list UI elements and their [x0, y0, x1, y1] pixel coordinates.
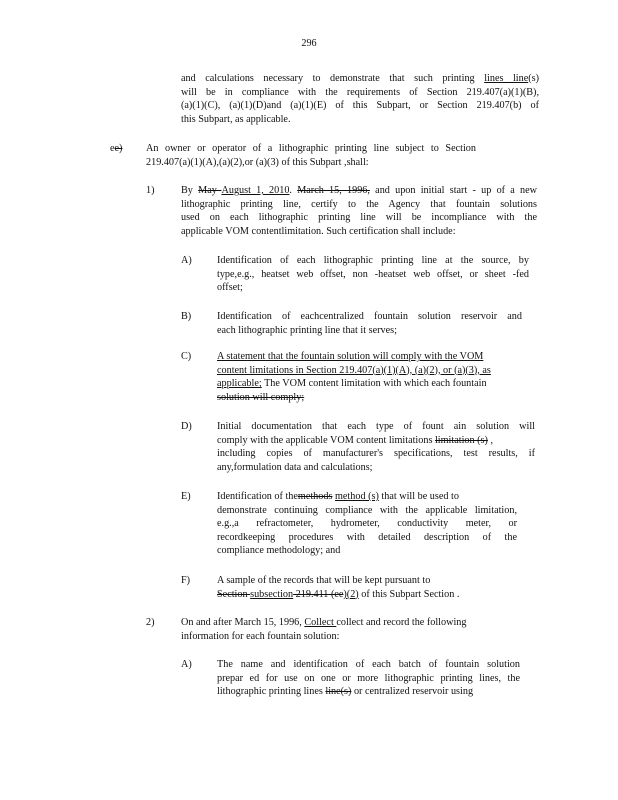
text-line: Section subsection 219.411 (ee)(2) of this Subpart Section . [217, 588, 460, 600]
text-line: offset; [217, 282, 243, 294]
text-line: compliance methodology; and [217, 545, 341, 557]
text-line: The name and identification of each batch of fountain solution [217, 659, 520, 670]
text-line: 219.407(a)(1)(A),(a)(2),or (a)(3) of this Subpart ,shall: [146, 156, 369, 168]
text-line: solution will comply; [217, 391, 305, 403]
text-line: lithographic printing line, certify to the Agency that fountain solutions [181, 198, 537, 210]
page-number: 296 [301, 38, 317, 49]
text-line: Identification of eachcentralized fountain solution reservoir and [217, 311, 522, 322]
item-label-b: B) [181, 311, 192, 322]
text-line: recordkeeping procedures with detailed description of the [217, 531, 517, 543]
text-line: Identification of each lithographic printing line at the source, by [217, 255, 529, 266]
item-text-2 [181, 616, 508, 643]
item-label-2: 2) [146, 617, 155, 628]
text-line: comply with the applicable VOM content limitations limitation (s) , [217, 434, 493, 446]
item-text-f [217, 574, 497, 601]
text-line: applicable; The VOM content limitation with which each fountain [217, 378, 487, 390]
text-line: information for each fountain solution: [181, 630, 340, 642]
item-text-e [217, 490, 517, 558]
text-line: (a)(1)(C), (a)(1)(D)and (a)(1)(E) of this Subpart, or Section 219.407(b) of [181, 100, 539, 112]
item-label-f: F) [181, 575, 191, 586]
text-line: Identification of themethods method (s) that will be used to [217, 491, 459, 502]
text-line: By May August 1, 2010. March 15, 1996, and upon initial start - up of a new [181, 185, 538, 196]
continuation-paragraph [181, 72, 539, 126]
text-line: any,formulation data and calculations; [217, 461, 373, 473]
text-line: prepar ed for use on one or more lithographic printing lines, the [217, 672, 520, 684]
text-line: each lithographic printing line that it serves; [217, 324, 397, 336]
item-label-a2: A) [181, 659, 192, 670]
text-line: A sample of the records that will be kept pursuant to [217, 575, 431, 586]
text-line: lithographic printing lines line(s) or centralized reservoir using [217, 686, 474, 698]
item-text-1 [181, 184, 537, 238]
text-line: An owner or operator of a lithographic printing line subject to Section [146, 143, 476, 154]
text-line: used on each lithographic printing line will be incompliance with the [181, 212, 537, 224]
subsection-text [146, 142, 476, 169]
item-label-1: 1) [146, 185, 155, 196]
text-line: demonstrate continuing compliance with the applicable limitation, [217, 504, 517, 516]
item-text-a [217, 254, 529, 295]
text-line: will be in compliance with the requirements of Section 219.407(a)(1)(B), [181, 86, 539, 98]
item-label-d: D) [181, 421, 192, 432]
text-line: applicable VOM contentlimitation. Such certification shall include: [181, 225, 456, 237]
subsection-label: ee) [110, 143, 123, 154]
item-text-d [217, 420, 535, 474]
item-text-c [217, 350, 541, 404]
text-line: including copies of manufacturer's specifications, test results, if [217, 448, 535, 460]
text-line: On and after March 15, 1996, Collect collect and record the following [181, 617, 467, 628]
text-line: Initial documentation that each type of fount ain solution will [217, 421, 535, 432]
item-label-c: C) [181, 351, 192, 362]
text-line: e.g.,a refractometer, hydrometer, conductivity meter, or [217, 518, 517, 530]
item-text-a2 [217, 658, 520, 699]
text-line: type,e.g., heatset web offset, non -heatset web offset, or sheet -fed [217, 268, 529, 280]
text-line: and calculations necessary to demonstrate that such printing lines line(s) [181, 73, 539, 84]
text-line: content limitations in Section 219.407(a)(1)(A), (a)(2), or (a)(3), as [217, 364, 491, 376]
text-line: A statement that the fountain solution will comply with the VOM [217, 351, 484, 362]
text-line: this Subpart, as applicable. [181, 113, 291, 125]
item-text-b [217, 310, 522, 337]
item-label-a: A) [181, 255, 192, 266]
item-label-e: E) [181, 491, 191, 502]
